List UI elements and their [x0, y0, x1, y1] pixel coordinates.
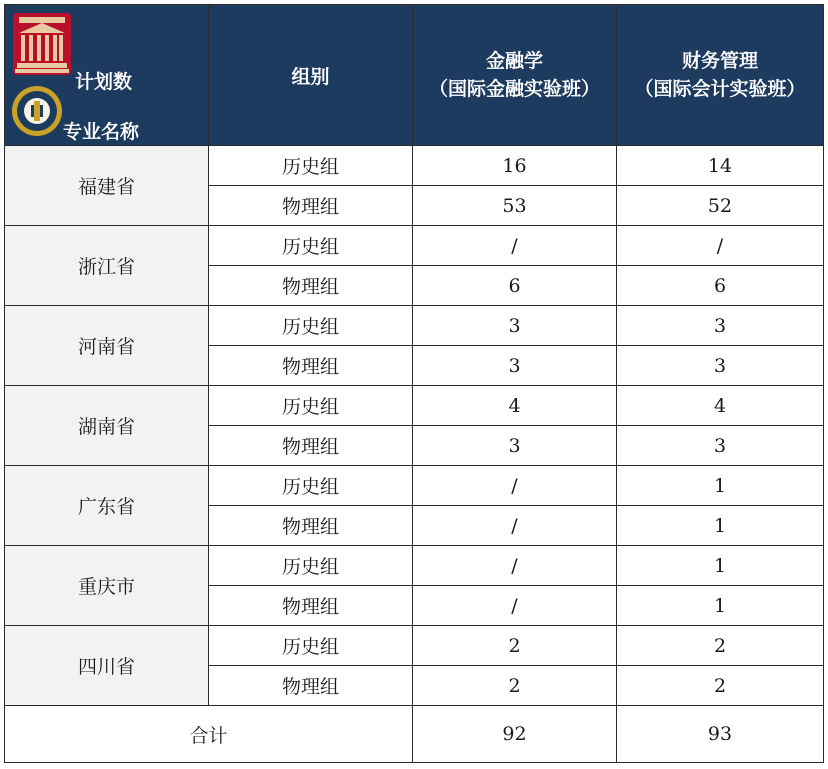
province-cell: 湖南省 [5, 386, 209, 466]
group-header-label: 组别 [291, 65, 330, 88]
accounting-value-cell: 4 [617, 386, 824, 426]
accounting-value-cell: 3 [617, 306, 824, 346]
finance-total-cell: 92 [413, 706, 617, 763]
accounting-total-cell: 93 [617, 706, 824, 763]
group-cell: 物理组 [209, 266, 413, 306]
university-building-logo-icon [11, 11, 73, 81]
group-cell: 历史组 [209, 146, 413, 186]
accounting-class-label: （国际会计实验班） [634, 78, 806, 100]
table-row [5, 466, 824, 506]
accounting-value-cell: 2 [617, 626, 824, 666]
finance-value-cell: 3 [413, 426, 617, 466]
province-cell: 四川省 [5, 626, 209, 706]
table-header-row [5, 5, 824, 146]
total-row [5, 706, 824, 763]
accounting-value-cell: 52 [617, 186, 824, 226]
group-cell: 物理组 [209, 586, 413, 626]
accounting-value-cell: / [617, 226, 824, 266]
group-cell: 历史组 [209, 546, 413, 586]
finance-class-label: （国际金融实验班） [428, 78, 600, 100]
group-cell: 物理组 [209, 186, 413, 226]
province-cell: 重庆市 [5, 546, 209, 626]
group-cell: 物理组 [209, 506, 413, 546]
group-cell: 历史组 [209, 386, 413, 426]
plan-count-label: 计划数 [75, 71, 133, 93]
finance-value-cell: 3 [413, 306, 617, 346]
finance-value-cell: 2 [413, 626, 617, 666]
accounting-value-cell: 6 [617, 266, 824, 306]
accounting-value-cell: 14 [617, 146, 824, 186]
accounting-value-cell: 2 [617, 666, 824, 706]
finance-value-cell: / [413, 506, 617, 546]
province-cell: 福建省 [5, 146, 209, 226]
group-cell: 物理组 [209, 346, 413, 386]
group-cell: 历史组 [209, 226, 413, 266]
institute-seal-logo-icon [11, 85, 63, 137]
group-cell: 历史组 [209, 466, 413, 506]
accounting-value-cell: 1 [617, 466, 824, 506]
accounting-header-cell [617, 5, 824, 146]
finance-value-cell: / [413, 546, 617, 586]
group-cell: 历史组 [209, 626, 413, 666]
finance-value-cell: / [413, 226, 617, 266]
group-cell: 历史组 [209, 306, 413, 346]
finance-value-cell: 6 [413, 266, 617, 306]
accounting-value-cell: 1 [617, 506, 824, 546]
finance-value-cell: / [413, 586, 617, 626]
enrollment-plan-table [4, 4, 824, 763]
finance-value-cell: 2 [413, 666, 617, 706]
group-cell: 物理组 [209, 666, 413, 706]
total-label-cell: 合计 [5, 706, 413, 763]
accounting-value-cell: 3 [617, 346, 824, 386]
table-row [5, 226, 824, 266]
finance-value-cell: 53 [413, 186, 617, 226]
table-row [5, 386, 824, 426]
major-name-label: 专业名称 [63, 121, 140, 143]
finance-major-label: 金融学 [485, 50, 543, 72]
corner-header-cell [5, 5, 209, 146]
table-row [5, 546, 824, 586]
finance-value-cell: 16 [413, 146, 617, 186]
table-row [5, 306, 824, 346]
finance-value-cell: 4 [413, 386, 617, 426]
table-row [5, 626, 824, 666]
accounting-major-label: 财务管理 [681, 50, 758, 72]
finance-value-cell: / [413, 466, 617, 506]
province-cell: 浙江省 [5, 226, 209, 306]
province-cell: 广东省 [5, 466, 209, 546]
table-row [5, 146, 824, 186]
accounting-value-cell: 3 [617, 426, 824, 466]
finance-header-cell [413, 5, 617, 146]
accounting-value-cell: 1 [617, 586, 824, 626]
finance-value-cell: 3 [413, 346, 617, 386]
group-header-cell [209, 5, 413, 146]
group-cell: 物理组 [209, 426, 413, 466]
accounting-value-cell: 1 [617, 546, 824, 586]
province-cell: 河南省 [5, 306, 209, 386]
